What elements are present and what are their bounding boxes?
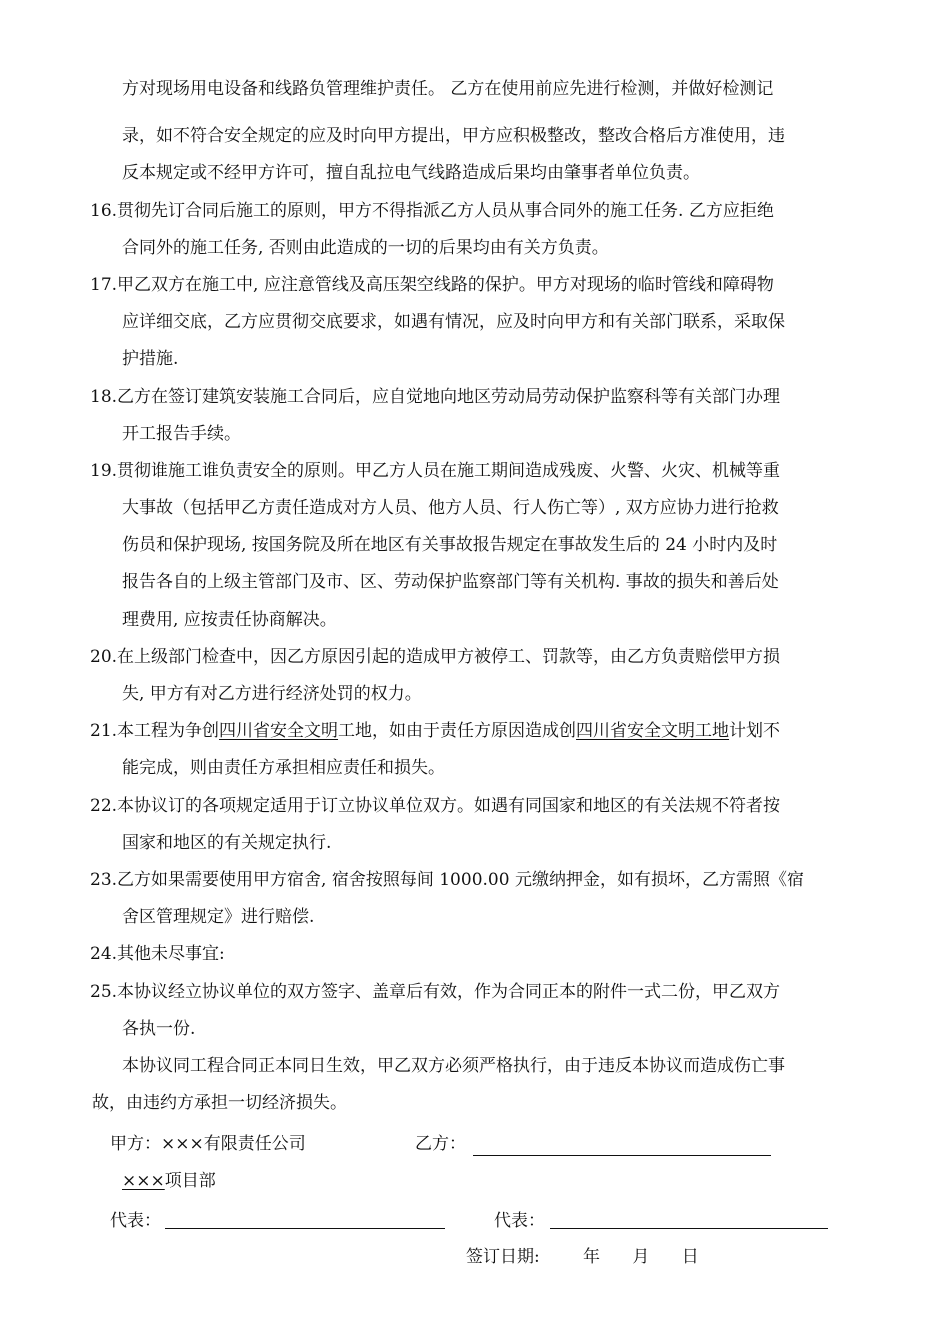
- clause-21: 21.本工程为争创四川省安全文明工地，如由于责任方原因造成创四川省安全文明工地计划不: [90, 721, 781, 741]
- text-line: 大事故（包括甲乙方责任造成对方人员、他方人员、行人伤亡等）, 双方应协力进行抢救: [122, 498, 779, 518]
- underlined-site-name: 四川省安全文明工地: [576, 721, 730, 741]
- rep-a-label: 代表：: [110, 1211, 161, 1231]
- clause-18: 18.乙方在签订建筑安装施工合同后，应自觉地向地区劳动局劳动保护监察科等有关部门办理: [90, 387, 781, 407]
- rep-b-label: 代表：: [494, 1211, 545, 1231]
- text-line: 理费用, 应按责任协商解决。: [122, 610, 337, 630]
- clause-24: 24.其他未尽事宜:: [90, 944, 225, 964]
- party-a-label: 甲方：×××有限责任公司: [110, 1134, 306, 1154]
- party-b-signature-line: [473, 1155, 771, 1156]
- clause-23: 23.乙方如果需要使用甲方宿舍, 宿舍按照每间 1000.00 元缴纳押金，如有损坏，乙方需照《宿: [90, 870, 804, 890]
- text-line: 伤员和保护现场, 按国务院及所在地区有关事故报告规定在事故发生后的 24 小时内及时: [122, 535, 778, 555]
- text-line: 录，如不符合安全规定的应及时向甲方提出，甲方应积极整改，整改合格后方准使用，违: [122, 126, 785, 146]
- clause-20: 20.在上级部门检查中，因乙方原因引起的造成甲方被停工、罚款等，由乙方负责赔偿甲方损: [90, 647, 781, 667]
- clause-25: 25.本协议经立协议单位的双方签字、盖章后有效，作为合同正本的附件一式二份，甲乙双方: [90, 982, 781, 1002]
- closing-paragraph: 本协议同工程合同正本同日生效，甲乙双方必须严格执行，由于违反本协议而造成伤亡事: [122, 1056, 785, 1076]
- clause-19: 19.贯彻谁施工谁负责安全的原则。甲乙方人员在施工期间造成残废、火警、火灾、机械等重: [90, 461, 781, 481]
- text-line: 应详细交底，乙方应贯彻交底要求，如遇有情况，应及时向甲方和有关部门联系，采取保: [122, 312, 785, 332]
- text-line: 报告各自的上级主管部门及市、区、劳动保护监察部门等有关机构. 事故的损失和善后处: [122, 572, 779, 592]
- text-line: 失, 甲方有对乙方进行经济处罚的权力。: [122, 684, 422, 704]
- clause-22: 22.本协议订的各项规定适用于订立协议单位双方。如遇有同国家和地区的有关法规不符者按: [90, 796, 781, 816]
- text-line: 舍区管理规定》进行赔偿.: [122, 907, 315, 927]
- text-line: 故，由违约方承担一切经济损失。: [92, 1093, 347, 1113]
- text-line: 国家和地区的有关规定执行.: [122, 833, 332, 853]
- text-line: 开工报告手续。: [122, 424, 241, 444]
- text-line: 能完成，则由责任方承担相应责任和损失。: [122, 758, 445, 778]
- rep-b-signature-line: [550, 1228, 828, 1229]
- party-b-label: 乙方：: [415, 1134, 466, 1154]
- text-line: 合同外的施工任务, 否则由此造成的一切的后果均由有关方负责。: [122, 238, 609, 258]
- clause-16: 16.贯彻先订合同后施工的原则，甲方不得指派乙方人员从事合同外的施工任务. 乙方应拒绝: [90, 201, 774, 221]
- clause-17: 17.甲乙双方在施工中, 应注意管线及高压架空线路的保护。甲方对现场的临时管线和障碍物: [90, 275, 774, 295]
- project-dept-label: ×××项目部: [122, 1171, 216, 1191]
- text-line: 护措施.: [122, 349, 179, 369]
- signing-date: 签订日期: 年 月 日: [466, 1247, 699, 1267]
- text-line: 各执一份.: [122, 1019, 196, 1039]
- text-line: 方对现场用电设备和线路负管理维护责任。 乙方在使用前应先进行检测，并做好检测记: [122, 79, 774, 99]
- underlined-site-name: 四川省安全文明: [219, 721, 339, 741]
- rep-a-signature-line: [165, 1228, 445, 1229]
- text-line: 反本规定或不经甲方许可，擅自乱拉电气线路造成后果均由肇事者单位负责。: [122, 163, 700, 183]
